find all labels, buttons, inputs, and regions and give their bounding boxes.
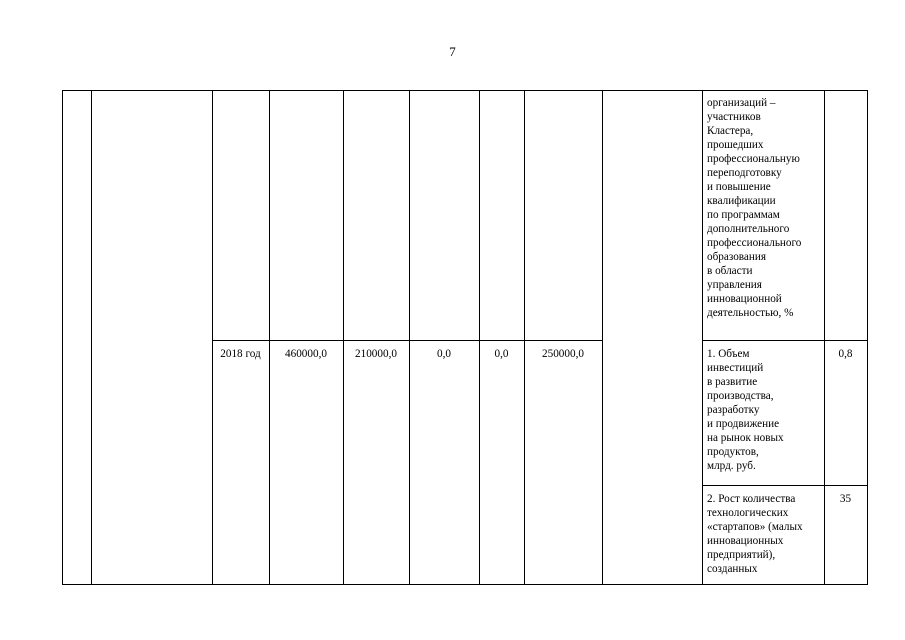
value-cell-5: 250000,0 bbox=[542, 348, 584, 360]
col-line-5 bbox=[409, 90, 410, 585]
indicator-text-row3: 2. Рост количества технологических «стартапов» (малых инновационных предприятий), созданных bbox=[707, 493, 803, 575]
value-cell-2: 210000,0 bbox=[355, 348, 397, 360]
row-divider-1b bbox=[702, 340, 868, 341]
col-line-10 bbox=[824, 90, 825, 585]
col-line-0 bbox=[62, 90, 63, 585]
indicator-text-row1: организаций – участников Кластера, прошедших профессиональную переподготовку и повышение квалификации по программам дополнительного профессионального образования в области управления инновационной деятельностью, % bbox=[707, 97, 802, 319]
row-divider-2 bbox=[702, 485, 868, 486]
col-line-11 bbox=[867, 90, 868, 585]
col-line-8 bbox=[602, 90, 603, 585]
col-line-3 bbox=[269, 90, 270, 585]
page-number: 7 bbox=[449, 44, 456, 59]
value-cell-1: 460000,0 bbox=[285, 348, 327, 360]
indicator-value-row3: 35 bbox=[839, 493, 852, 505]
indicator-value-row2: 0,8 bbox=[838, 348, 853, 360]
value-cell-4: 0,0 bbox=[494, 348, 509, 360]
row-divider-1 bbox=[212, 340, 602, 341]
value-cell-3: 0,0 bbox=[437, 348, 451, 360]
table-top-border bbox=[62, 90, 868, 91]
col-line-4 bbox=[343, 90, 344, 585]
table-bottom-border bbox=[62, 584, 868, 585]
indicator-text-row2: 1. Объем инвестиций в развитие производства, разработку и продвижение на рынок новых продуктов, млрд. руб. bbox=[707, 348, 784, 472]
col-line-1 bbox=[91, 90, 92, 585]
col-line-2 bbox=[212, 90, 213, 585]
col-line-9 bbox=[702, 90, 703, 585]
year-cell: 2018 год bbox=[220, 348, 261, 360]
col-line-6 bbox=[479, 90, 480, 585]
col-line-7 bbox=[524, 90, 525, 585]
